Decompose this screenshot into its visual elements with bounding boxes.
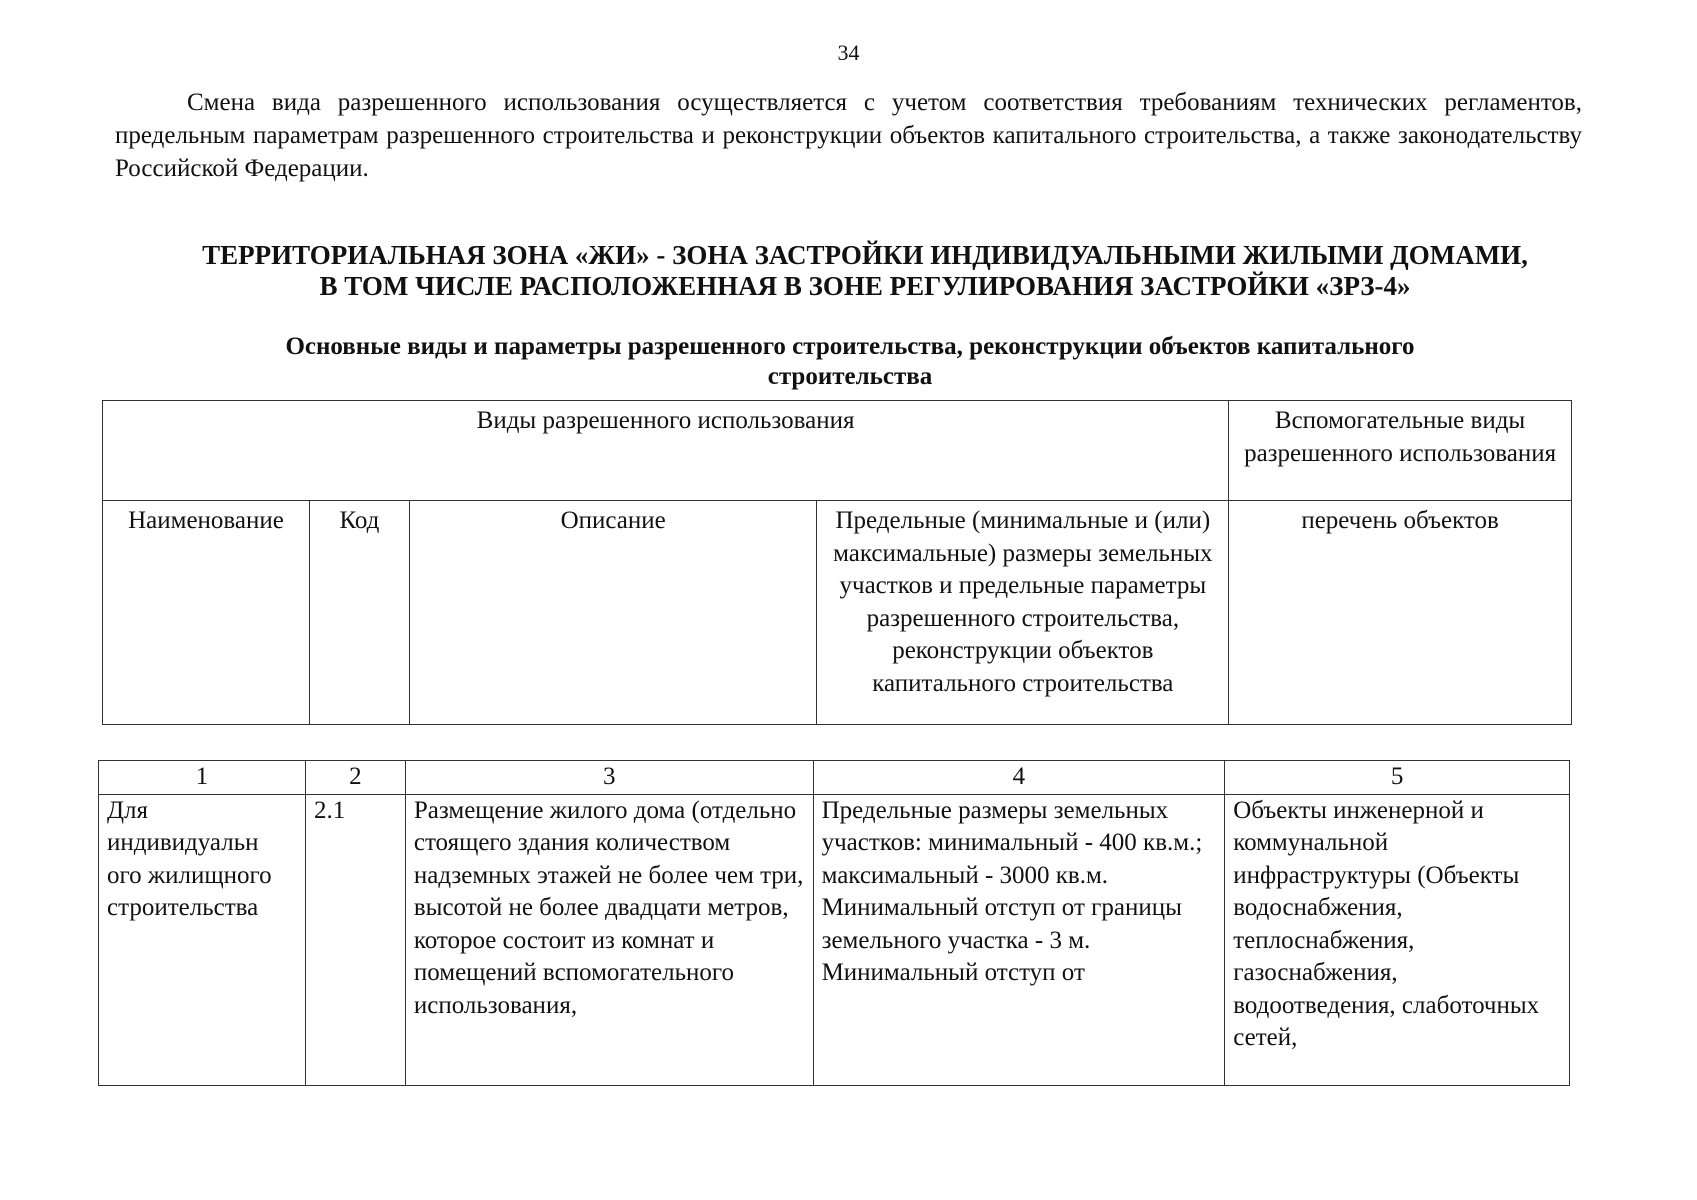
header-group-main: Виды разрешенного использования — [103, 401, 1229, 501]
row-limits: Предельные размеры земельных участков: минимальный - 400 кв.м.; максимальный - 3000 кв.м. Минимальный отступ от границы земельного участка - 3 м. Минимальный отступ от — [813, 794, 1225, 1085]
zone-title-line-2: В ТОМ ЧИСЛЕ РАСПОЛОЖЕННАЯ В ЗОНЕ РЕГУЛИРОВАНИЯ ЗАСТРОЙКИ «ЗРЗ-4» — [319, 271, 1411, 301]
section-title — [150, 332, 1550, 392]
row-description: Размещение жилого дома (отдельно стоящего здания количеством надземных этажей не более чем три, высотой не более двадцати метров, которое состоит из комнат и помещений вспомогательного использования, — [405, 794, 813, 1085]
column-number-1: 1 — [99, 761, 306, 795]
row-objects: Объекты инженерной и коммунальной инфраструктуры (Объекты водоснабжения, теплоснабжения, газоснабжения, водоотведения, слаботочных сетей, — [1225, 794, 1570, 1085]
section-title-line-1: Основные виды и параметры разрешенного строительства, реконструкции объектов капитального — [285, 333, 1415, 360]
zone-title-line-1: ТЕРРИТОРИАЛЬНАЯ ЗОНА «ЖИ» - ЗОНА ЗАСТРОЙКИ ИНДИВИДУАЛЬНЫМИ ЖИЛЫМИ ДОМАМИ, — [202, 240, 1528, 270]
header-table — [102, 400, 1572, 725]
header-col-objects: перечень объектов — [1229, 501, 1572, 725]
body-table — [98, 760, 1570, 1086]
table-row — [99, 794, 1570, 1085]
column-number-4: 4 — [813, 761, 1225, 795]
header-group-aux: Вспомогательные виды разрешенного использования — [1229, 401, 1572, 501]
header-col-code: Код — [309, 501, 409, 725]
header-col-description: Описание — [409, 501, 817, 725]
column-number-2: 2 — [305, 761, 405, 795]
column-number-row — [99, 761, 1570, 795]
zone-title — [150, 240, 1580, 302]
section-title-line-2: строительства — [767, 363, 933, 390]
intro-paragraph: Смена вида разрешенного использования осуществляется с учетом соответствия требованиям технических регламентов, предельным параметрам разрешенного строительства и реконструкции объектов капитального строительства, а также законодательству Российской Федерации. — [115, 89, 1582, 182]
header-col-limits: Предельные (минимальные и (или) максимальные) размеры земельных участков и предельные параметры разрешенного строительства, реконструкции объектов капитального строительства — [817, 501, 1229, 725]
row-name: Для индивидуальн ого жилищного строительства — [99, 794, 306, 1085]
page-number: 34 — [837, 40, 860, 65]
column-number-5: 5 — [1225, 761, 1570, 795]
row-code: 2.1 — [305, 794, 405, 1085]
header-col-name: Наименование — [103, 501, 310, 725]
column-number-3: 3 — [405, 761, 813, 795]
